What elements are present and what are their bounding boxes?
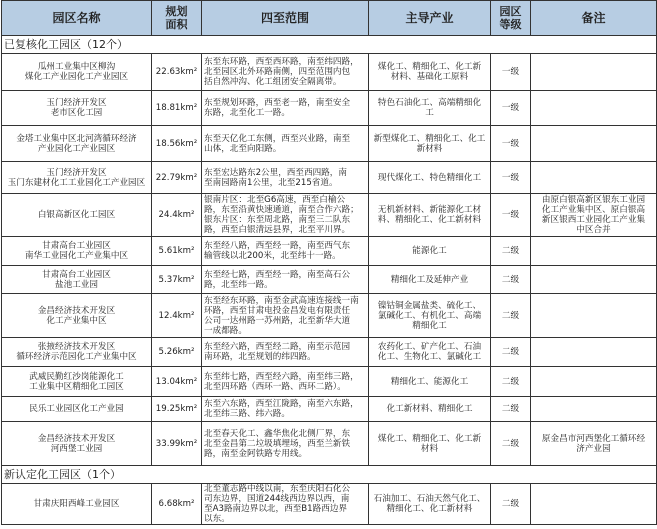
boundaries <box>202 162 369 194</box>
park-name-line: 甘肃庆阳西峰工业园区 <box>33 499 120 509</box>
boundaries-line: 南环路，北至规划的纬四路。 <box>204 352 316 362</box>
park-name-line: 金昌经济技术开发区 <box>37 305 116 316</box>
planned-area: 18.81km² <box>152 91 202 126</box>
park-name-line: 甘肃高台工业园区 <box>42 269 111 280</box>
main-industry-line: 材料、基础化工原料 <box>390 72 469 82</box>
park-level: 一级 <box>491 126 531 162</box>
remarks <box>531 422 657 466</box>
boundaries-line: 一成都路。 <box>204 325 247 336</box>
table-row <box>2 397 657 422</box>
boundaries <box>202 237 369 266</box>
park-level: 二级 <box>491 294 531 338</box>
boundaries-line: 以东。 <box>204 514 230 524</box>
park-level: 二级 <box>491 338 531 367</box>
boundaries-line: 东至经东环路，南至金武高速连接线一南 <box>204 295 359 306</box>
main-industry <box>369 266 491 294</box>
table-row <box>2 484 657 525</box>
main-industry <box>369 397 491 422</box>
main-industry-line: 精细化工、化工新材料 <box>386 504 473 514</box>
table-row <box>2 338 657 367</box>
remarks-line: 化工产业集中区、原白银高 <box>541 205 646 215</box>
boundaries-line: 东至东环路，西至西环路，南至纬四路， <box>204 57 359 67</box>
park-name-line: 民乐工业园区化工产业园 <box>29 404 124 414</box>
remarks <box>531 162 657 194</box>
remarks-line: 新区银西工业园化工产业集 <box>541 215 646 225</box>
park-name <box>2 54 152 91</box>
boundaries <box>202 294 369 338</box>
section-new-title: 新认定化工园区（1个） <box>2 466 657 484</box>
remarks <box>531 294 657 338</box>
boundaries-line: 至A3路南边界以北，西至B1路西边界 <box>204 504 348 514</box>
main-industry <box>369 237 491 266</box>
remarks <box>531 237 657 266</box>
boundaries <box>202 194 369 237</box>
remarks <box>531 194 657 237</box>
planned-area: 5.26km² <box>152 338 202 367</box>
remarks <box>531 397 657 422</box>
main-industry-line: 能源化工 <box>412 246 447 256</box>
main-industry-line: 精细化工、能源化工 <box>390 376 469 387</box>
park-name <box>2 397 152 422</box>
main-industry-line: 现代煤化工、特色精细化工 <box>377 172 482 183</box>
park-level: 一级 <box>491 162 531 194</box>
planned-area: 22.63km² <box>152 54 202 91</box>
boundaries-line: 北至春天化工、鑫华焦化北侧厂界，东 <box>204 428 351 439</box>
table-row <box>2 162 657 194</box>
header-planned-area: 规划 面积 <box>152 1 202 36</box>
park-level: 一级 <box>491 54 531 91</box>
park-name-line: 张掖经济技术开发区 <box>37 342 116 352</box>
main-industry-line: 材料 <box>420 443 439 454</box>
boundaries-line: 东至规划环路，西至老一路，南至安全 <box>204 98 351 108</box>
section-reviewed-row <box>2 36 657 54</box>
boundaries-line: 北至四环路（西环一路、西环二路）。 <box>204 381 346 392</box>
remarks-line: 济产业园 <box>576 443 611 454</box>
boundaries-line: 东路，北至化工一路。 <box>204 108 290 118</box>
park-name <box>2 237 152 266</box>
park-name <box>2 162 152 194</box>
main-industry-line: 镍钴铜金属盐类、硫化工、 <box>377 300 482 311</box>
park-level: 一级 <box>491 91 531 126</box>
main-industry-line: 特色石油化工、高端精细化 <box>377 98 482 108</box>
park-name-line: 产业园化工产业园区 <box>37 143 116 154</box>
remarks <box>531 91 657 126</box>
park-name <box>2 91 152 126</box>
boundaries-line: 括自然冲沟、化工组团安全隔离带。 <box>204 77 342 87</box>
planned-area: 6.68km² <box>152 484 202 525</box>
planned-area: 13.04km² <box>152 367 202 397</box>
planned-area: 24.4km² <box>152 194 202 237</box>
boundaries-line: 银南片区：北至G6高速，西至白榆公 <box>204 195 346 205</box>
boundaries-line: 路，南至金阿铁路专用线。 <box>204 448 308 459</box>
remarks-line: 由原白银高新区银东工业园 <box>541 195 646 205</box>
table-row <box>2 266 657 294</box>
main-industry-line: 精细化工 <box>412 320 447 331</box>
park-name-line: 金昌经济技术开发区 <box>37 433 116 444</box>
boundaries-line: 东至六东路，西至江陇路，南至六东路， <box>204 399 359 409</box>
boundaries-line: 山体，北至向阳路。 <box>204 143 282 154</box>
boundaries-line: 司东边界，国道244线西边界以西，南 <box>204 494 350 504</box>
park-name-line: 南华工业园化工产业集中区 <box>24 251 129 261</box>
park-level: 二级 <box>491 422 531 466</box>
park-name <box>2 194 152 237</box>
park-name <box>2 367 152 397</box>
remarks <box>531 484 657 525</box>
boundaries <box>202 54 369 91</box>
main-industry-line: 化工、生物化工、氯碱化工 <box>377 352 482 362</box>
remarks-line: 原金昌市河西堡化工循环经 <box>541 433 646 444</box>
park-name-line: 金塔工业集中区北河湾循环经济 <box>16 133 137 144</box>
main-industry <box>369 54 491 91</box>
main-industry-line: 氯碱化工、有机化工、高端 <box>377 310 482 321</box>
boundaries-line: 路，西至白银清远县界，北至平川界。 <box>204 225 351 235</box>
boundaries-line: 北至纬三路、纬六路。 <box>204 409 290 419</box>
main-industry <box>369 91 491 126</box>
boundaries-line: 东至经八路，西至经一路，南至西气东 <box>204 241 351 251</box>
park-name-line: 白银高新区化工园区 <box>37 210 116 220</box>
park-level: 二级 <box>491 266 531 294</box>
header-park-name: 园区名称 <box>2 1 152 36</box>
park-level: 二级 <box>491 367 531 397</box>
remarks <box>531 54 657 91</box>
main-industry <box>369 422 491 466</box>
planned-area: 12.4km² <box>152 294 202 338</box>
main-industry <box>369 294 491 338</box>
header-boundaries: 四至范围 <box>202 1 369 36</box>
boundaries <box>202 91 369 126</box>
boundaries <box>202 266 369 294</box>
park-name <box>2 266 152 294</box>
park-name-line: 玉门东建材化工工业园化工产业园区 <box>7 177 146 188</box>
park-level: 一级 <box>491 194 531 237</box>
park-name-line: 玉门经济开发区 <box>46 98 107 108</box>
park-name-line: 玉门经济开发区 <box>46 167 107 178</box>
boundaries-line: 北至董志路中线以南，东至庆阳石化公 <box>204 484 351 494</box>
section-new-row <box>2 466 657 484</box>
table-row <box>2 194 657 237</box>
main-industry <box>369 484 491 525</box>
park-name <box>2 126 152 162</box>
boundaries-line: 东至纬七路，西至经六路，南至纬三路， <box>204 371 359 382</box>
boundaries <box>202 397 369 422</box>
park-name <box>2 338 152 367</box>
boundaries-line: 路，北至纬一路。 <box>204 279 273 290</box>
park-name-line: 煤化工产业园化工产业园区 <box>24 72 129 82</box>
boundaries-line: 北至金昌第二垃圾填埋场，西至兰新铁 <box>204 438 351 449</box>
main-industry-line: 煤化工、精细化工、化工新 <box>377 62 482 72</box>
planned-area: 33.99km² <box>152 422 202 466</box>
park-level: 二级 <box>491 397 531 422</box>
remarks <box>531 367 657 397</box>
main-industry <box>369 126 491 162</box>
boundaries-line: 路，东至沿黄快速通道，南至合作六路； <box>204 205 359 215</box>
park-name <box>2 294 152 338</box>
planned-area: 18.56km² <box>152 126 202 162</box>
main-industry-line: 工 <box>425 108 434 118</box>
boundaries-line: 东至宏达路东2公里，西至西四路，南 <box>204 167 347 178</box>
main-industry-line: 石油加工、石油天然气化工、 <box>373 494 486 504</box>
section-reviewed-title: 已复核化工园区（12个） <box>2 36 657 54</box>
boundaries <box>202 126 369 162</box>
boundaries-line: 输管线以北200米，北至纬十一路。 <box>204 251 341 261</box>
boundaries <box>202 484 369 525</box>
main-industry-line: 化工新材料、精细化工 <box>386 404 473 414</box>
main-industry <box>369 162 491 194</box>
boundaries <box>202 367 369 397</box>
boundaries <box>202 338 369 367</box>
boundaries-line: 公司一达州路一苏州路，北至新华大道 <box>204 315 351 326</box>
header-park-level: 园区 等级 <box>491 1 531 36</box>
remarks <box>531 266 657 294</box>
planned-area: 5.61km² <box>152 237 202 266</box>
boundaries-line: 北至园区北外环路南侧，四至范围内包 <box>204 67 351 77</box>
park-level: 二级 <box>491 484 531 525</box>
boundaries <box>202 422 369 466</box>
remarks <box>531 338 657 367</box>
park-name-line: 循环经济示范园化工产业集中区 <box>16 352 137 362</box>
table-row <box>2 126 657 162</box>
park-name-line: 老市区化工园 <box>50 108 103 118</box>
boundaries-line: 至南园路南1公里，北至215省道。 <box>204 177 338 188</box>
header-main-industry: 主导产业 <box>369 1 491 36</box>
main-industry-line: 新型煤化工、精细化工、化工 <box>373 133 486 144</box>
table-row <box>2 237 657 266</box>
boundaries-line: 东至经六路，西至经二路，南至示范园 <box>204 342 351 352</box>
boundaries-line: 环路，西至甘肃电投金昌发电有限责任 <box>204 305 351 316</box>
table-row <box>2 422 657 466</box>
park-name-line: 化工产业集中区 <box>46 315 107 326</box>
park-name-line: 河西堡工业园 <box>50 443 103 454</box>
boundaries-line: 东至经七路，西至经一路，南至高石公 <box>204 269 351 280</box>
main-industry-line: 新材料 <box>416 143 443 154</box>
header-remarks: 备注 <box>531 1 657 36</box>
park-name-line: 瓜州工业集中区柳沟 <box>37 62 116 72</box>
park-name-line: 武威民勤红沙岗能源化工 <box>29 371 124 382</box>
boundaries-line: 东至天亿化工东侧，西至兴业路，南至 <box>204 133 351 144</box>
main-industry <box>369 194 491 237</box>
remarks <box>531 126 657 162</box>
table-row <box>2 91 657 126</box>
remarks-line: 中区合并 <box>576 225 611 235</box>
main-industry <box>369 338 491 367</box>
park-name <box>2 422 152 466</box>
main-industry-line: 料、精细化工、化工新材料 <box>377 215 482 225</box>
main-industry-line: 农药化工、矿产化工、石油 <box>377 342 482 352</box>
boundaries-line: 银东片区：东至周北路，南至三二队东 <box>204 215 351 225</box>
planned-area: 22.79km² <box>152 162 202 194</box>
table-row <box>2 54 657 91</box>
planned-area: 19.25km² <box>152 397 202 422</box>
park-name-line: 工业集中区精细化工园区 <box>29 381 124 392</box>
chemical-parks-table <box>1 0 657 525</box>
main-industry-line: 无机新材料、新能源化工材 <box>377 205 482 215</box>
park-level: 二级 <box>491 237 531 266</box>
park-name-line: 盐池工业园 <box>55 279 98 290</box>
table-row <box>2 294 657 338</box>
planned-area: 5.37km² <box>152 266 202 294</box>
park-name <box>2 484 152 525</box>
main-industry <box>369 367 491 397</box>
park-name-line: 甘肃高台工业园区 <box>42 241 111 251</box>
header-row <box>2 1 657 36</box>
table-row <box>2 367 657 397</box>
main-industry-line: 煤化工、精细化工、化工新 <box>377 433 482 444</box>
main-industry-line: 精细化工及延伸产业 <box>390 274 469 285</box>
